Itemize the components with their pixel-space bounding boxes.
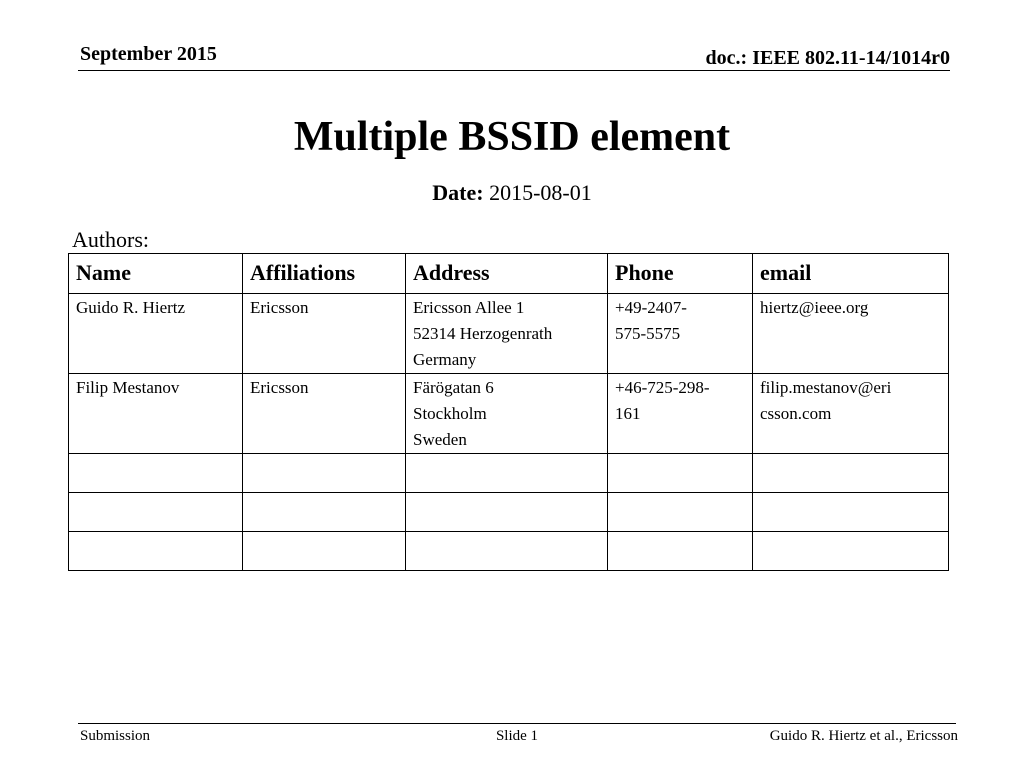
cell-email — [753, 374, 949, 454]
cell-address — [406, 294, 608, 374]
phone-line: +49-2407- — [615, 298, 687, 317]
cell-phone — [608, 374, 753, 454]
footer-divider — [78, 723, 956, 724]
slide-title: Multiple BSSID element — [293, 114, 731, 160]
empty-cell — [753, 532, 949, 571]
header-date: September 2015 — [80, 43, 217, 65]
cell-email — [753, 294, 949, 374]
empty-table-row — [69, 532, 949, 571]
empty-cell — [608, 454, 753, 493]
empty-cell — [69, 454, 243, 493]
email-line: filip.mestanov@eri — [760, 378, 892, 397]
footer-author: Guido R. Hiertz et al., Ericsson — [769, 728, 958, 744]
column-header-address: Address — [406, 254, 608, 294]
column-header-phone: Phone — [608, 254, 753, 294]
header-divider — [78, 70, 950, 71]
empty-cell — [753, 454, 949, 493]
empty-cell — [69, 532, 243, 571]
address-line: 52314 Herzogenrath — [413, 324, 553, 343]
empty-cell — [243, 493, 406, 532]
footer-slide-number: Slide 1 — [495, 728, 539, 744]
cell-affiliation: Ericsson — [243, 294, 406, 374]
address-line: Stockholm — [413, 404, 487, 423]
cell-name: Filip Mestanov — [69, 374, 243, 454]
empty-cell — [753, 493, 949, 532]
empty-table-row — [69, 493, 949, 532]
address-line: Ericsson Allee 1 — [413, 298, 525, 317]
empty-cell — [406, 454, 608, 493]
phone-line: +46-725-298- — [615, 378, 710, 397]
column-header-email: email — [753, 254, 949, 294]
cell-address — [406, 374, 608, 454]
empty-cell — [243, 454, 406, 493]
column-header-name: Name — [69, 254, 243, 294]
authors-label: Authors: — [72, 227, 149, 252]
phone-line: 575-5575 — [615, 324, 681, 343]
email-line: csson.com — [760, 404, 832, 423]
cell-phone — [608, 294, 753, 374]
empty-cell — [69, 493, 243, 532]
empty-cell — [608, 493, 753, 532]
empty-cell — [406, 532, 608, 571]
table-header-row — [69, 254, 949, 294]
empty-cell — [406, 493, 608, 532]
empty-cell — [608, 532, 753, 571]
address-line: Sweden — [413, 430, 467, 449]
footer-submission: Submission — [80, 728, 151, 744]
date-line — [0, 180, 1024, 206]
empty-cell — [243, 532, 406, 571]
date-label: Date: — [432, 180, 484, 205]
empty-table-row — [69, 454, 949, 493]
column-header-affiliations: Affiliations — [243, 254, 406, 294]
address-line: Germany — [413, 350, 477, 369]
address-line: Färögatan 6 — [413, 378, 494, 397]
phone-line: 161 — [615, 404, 641, 423]
header-doc-id: doc.: IEEE 802.11-14/1014r0 — [705, 47, 950, 69]
date-value: 2015-08-01 — [489, 180, 592, 205]
email-line: hiertz@ieee.org — [760, 298, 869, 317]
table-row — [69, 294, 949, 374]
table-row — [69, 374, 949, 454]
authors-table — [68, 253, 949, 571]
cell-name: Guido R. Hiertz — [69, 294, 243, 374]
cell-affiliation: Ericsson — [243, 374, 406, 454]
